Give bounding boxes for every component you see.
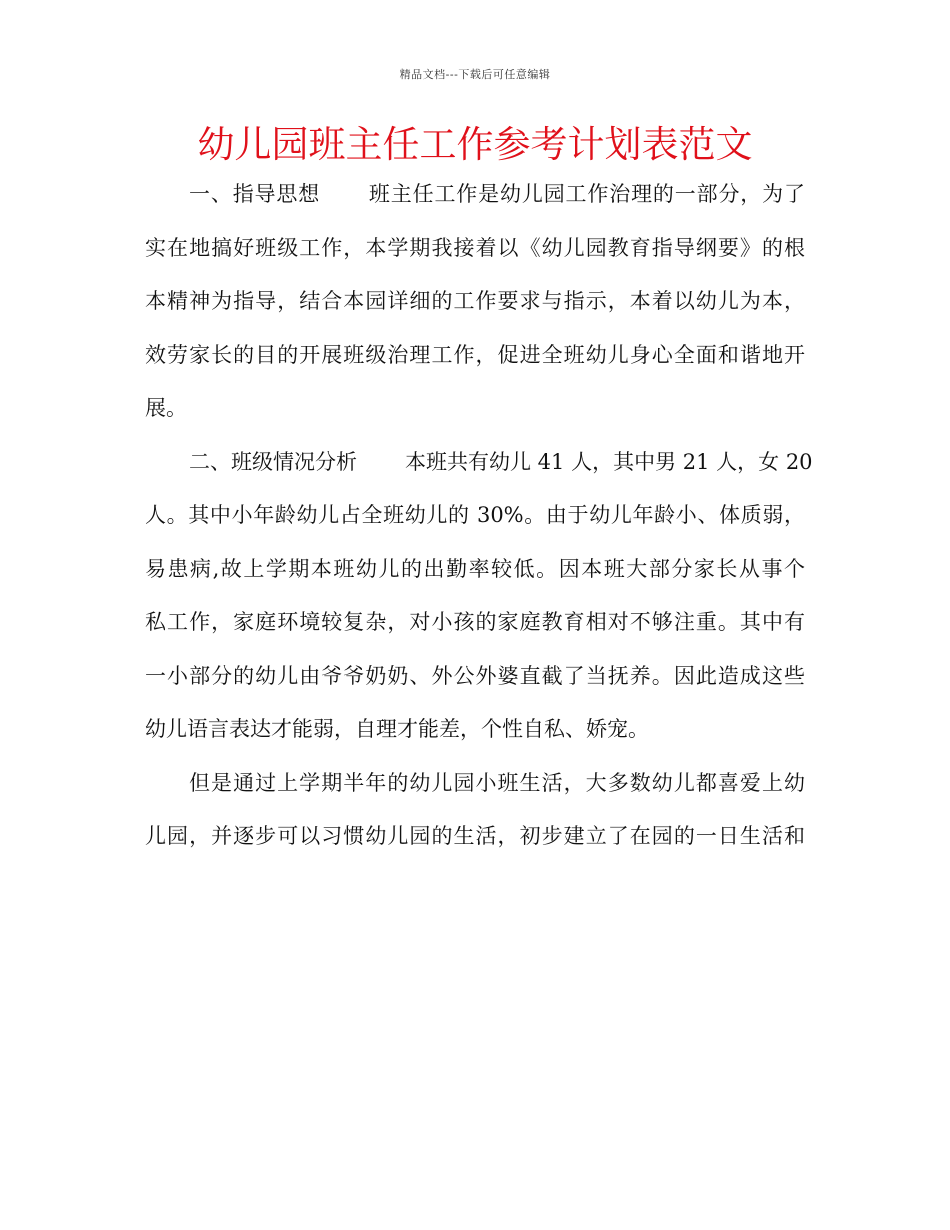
text-line: 儿园，并逐步可以习惯幼儿园的生活，初步建立了在园的一日生活和 <box>145 824 805 848</box>
header-note: 精品文档---下载后可任意编辑 <box>399 68 551 81</box>
text-line: 幼儿语言表达才能弱，自理才能差，个性自私、娇宠。 <box>145 717 649 741</box>
section-heading: 二、班级情况分析 <box>189 449 357 474</box>
text-line: 效劳家长的目的开展班级治理工作，促进全班幼儿身心全面和谐地开 <box>145 342 805 367</box>
text-line: 人。其中小年龄幼儿占全班幼儿的 30%。由于幼儿年龄小、体质弱， <box>145 503 805 527</box>
text-line: 一、指导思想 班主任工作是幼儿园工作治理的一部分，为了 <box>189 182 805 206</box>
section-heading: 一、指导思想 <box>189 182 321 206</box>
text-line: 易患病,故上学期本班幼儿的出勤率较低。因本班大部分家长从事个 <box>145 556 805 581</box>
section-guiding-ideology <box>145 168 805 436</box>
text-line: 实在地搞好班级工作，本学期我接着以《幼儿园教育指导纲要》的根 <box>145 235 805 260</box>
text-line: 私工作，家庭环境较复杂，对小孩的家庭教育相对不够注重。其中有 <box>145 610 805 634</box>
text-line: 二、班级情况分析 本班共有幼儿 41 人，其中男 21 人，女 20 <box>189 449 813 474</box>
document-body <box>145 168 813 864</box>
text-line: 本精神为指导，结合本园详细的工作要求与指示，本着以幼儿为本， <box>145 289 805 313</box>
section-class-analysis <box>145 436 813 757</box>
section-progress <box>145 757 805 864</box>
document-title: 幼儿园班主任工作参考计划表范文 <box>197 123 753 166</box>
text-line: 但是通过上学期半年的幼儿园小班生活，大多数幼儿都喜爱上幼 <box>189 770 805 795</box>
text-line: 展。 <box>145 396 187 420</box>
text-line: 一小部分的幼儿由爷爷奶奶、外公外婆直截了当抚养。因此造成这些 <box>145 663 805 688</box>
